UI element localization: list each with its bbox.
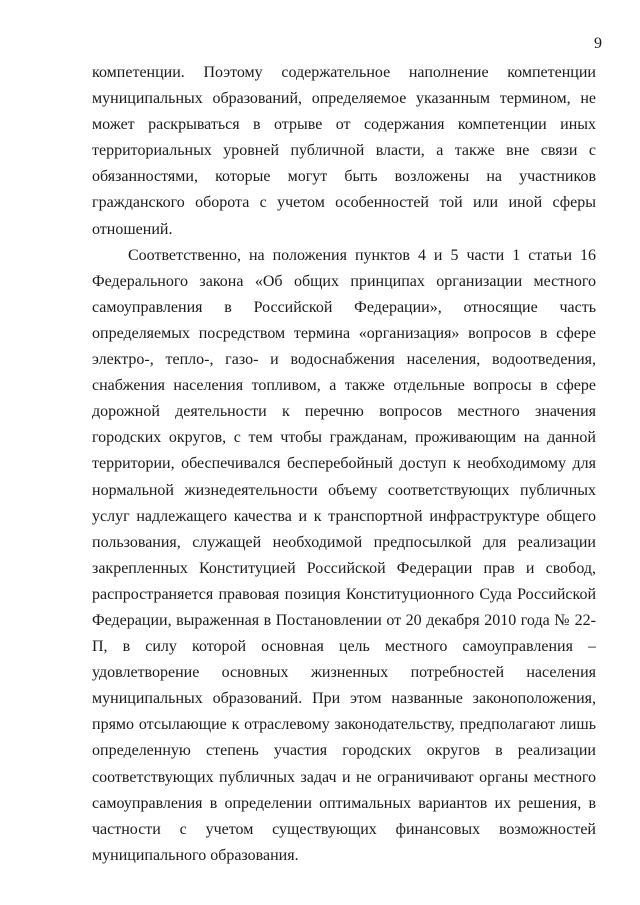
page-number: 9 bbox=[594, 35, 602, 52]
document-body bbox=[92, 60, 596, 869]
paragraph-continuation: компетенции. Поэтому содержательное наполнение компетенции муниципальных образований, определяемое указанным термином, не может раскрываться в отрыве от содержания компетенции иных территориальных уровней публичной власти, а также вне связи с обязанностями, которые могут быть возложены на участников гражданского оборота с учетом особенностей той или иной сферы отношений. bbox=[92, 64, 596, 238]
paragraph-legal-position: Соответственно, на положения пунктов 4 и 5 части 1 статьи 16 Федерального закона «Об общих принципах организации местного самоуправления в Российской Федерации», относящие часть определяемых посредством термина «организация» вопросов в сфере электро-, тепло-, газо- и водоснабжения населения, водоотведения, снабжения населения топливом, а также отдельные вопросы в сфере дорожной деятельности к перечню вопросов местного значения городских округов, с тем чтобы гражданам, проживающим на данной территории, обеспечивался бесперебойный доступ к необходимому для нормальной жизнедеятельности объему соответствующих публичных услуг надлежащего качества и к транспортной инфраструктуре общего пользования, служащей необходимой предпосылкой для реализации закрепленных Конституцией Российской Федерации прав и свобод, распространяется правовая позиция Конституционного Суда Российской Федерации, выраженная в Постановлении от 20 декабря 2010 года № 22-П, в силу которой основная цель местного самоуправления – удовлетворение основных жизненных потребностей населения муниципальных образований. При этом названные законоположения, прямо отсылающие к отраслевому законодательству, предполагают лишь определенную степень участия городских округов в реализации соответствующих публичных задач и не ограничивают органы местного самоуправления в определении оптимальных вариантов их решения, в частности с учетом существующих финансовых возможностей муниципального образования. bbox=[92, 246, 596, 864]
